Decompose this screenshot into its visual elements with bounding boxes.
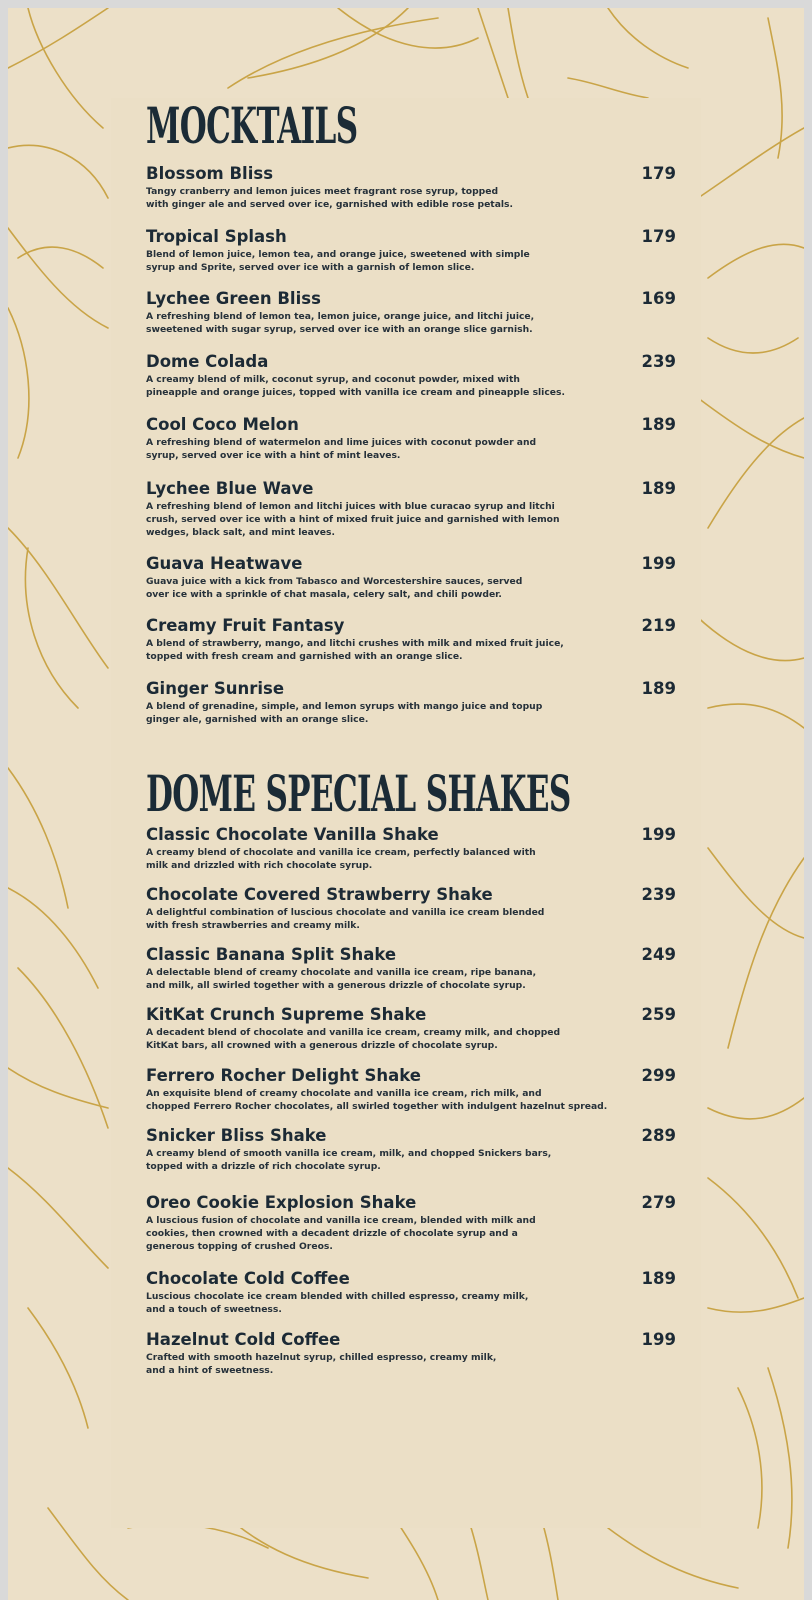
item-name: Ferrero Rocher Delight Shake <box>146 1066 421 1085</box>
item-description <box>146 436 546 462</box>
item-price: 279 <box>641 1193 676 1212</box>
item-description-line: A creamy blend of chocolate and vanilla ice cream, perfectly balanced with <box>146 847 536 858</box>
item-description <box>146 373 565 399</box>
item-price: 259 <box>641 1005 676 1024</box>
item-price: 189 <box>641 415 676 434</box>
item-description-line: Crafted with smooth hazelnut syrup, chilled espresso, creamy milk, <box>146 1352 497 1363</box>
item-description-line: A creamy blend of smooth vanilla ice cream, milk, and chopped Snickers bars, <box>146 1148 552 1159</box>
item-description <box>146 637 564 663</box>
item-description <box>146 1214 546 1253</box>
item-description-line: wedges, black salt, and mint leaves. <box>146 527 335 538</box>
item-price: 169 <box>641 289 676 308</box>
item-name: Guava Heatwave <box>146 554 303 573</box>
item-name: Creamy Fruit Fantasy <box>146 616 345 635</box>
item-name: Oreo Cookie Explosion Shake <box>146 1193 417 1212</box>
menu-item <box>146 479 676 539</box>
item-price: 199 <box>641 554 676 573</box>
item-description <box>146 185 546 211</box>
menu-item <box>146 289 676 336</box>
item-price: 189 <box>641 479 676 498</box>
item-name: Tropical Splash <box>146 227 287 246</box>
item-description-line: A creamy blend of milk, coconut syrup, and coconut powder, mixed with <box>146 374 520 385</box>
item-description-line: syrup and Sprite, served over ice with a garnish of lemon slice. <box>146 262 475 273</box>
item-name: KitKat Crunch Supreme Shake <box>146 1005 427 1024</box>
menu-item <box>146 616 676 663</box>
item-description-line: with ginger ale and served over ice, garnished with edible rose petals. <box>146 199 514 210</box>
item-description-line: with fresh strawberries and creamy milk. <box>146 920 360 931</box>
item-name: Dome Colada <box>146 352 269 371</box>
item-name: Chocolate Cold Coffee <box>146 1269 350 1288</box>
item-price: 179 <box>641 227 676 246</box>
item-description-line: sweetened with sugar syrup, served over ice with an orange slice garnish. <box>146 324 533 335</box>
menu-item <box>146 825 676 872</box>
menu-item <box>146 164 676 211</box>
item-price: 239 <box>641 352 676 371</box>
item-name: Cool Coco Melon <box>146 415 299 434</box>
item-description-line: A blend of strawberry, mango, and litchi crushes with milk and mixed fruit juice, <box>146 638 564 649</box>
item-description-line: Luscious chocolate ice cream blended with chilled espresso, creamy milk, <box>146 1291 529 1302</box>
item-description-line: generous topping of crushed Oreos. <box>146 1241 333 1252</box>
item-description-line: crush, served over ice with a hint of mixed fruit juice and garnished with lemon <box>146 514 560 525</box>
item-price: 249 <box>641 945 676 964</box>
item-name: Blossom Bliss <box>146 164 274 183</box>
item-price: 299 <box>641 1066 676 1085</box>
item-description <box>146 248 546 274</box>
item-description-line: Guava juice with a kick from Tabasco and Worcestershire sauces, served <box>146 576 523 587</box>
item-name: Lychee Green Bliss <box>146 289 321 308</box>
item-price: 199 <box>641 1330 676 1349</box>
menu-item <box>146 885 676 932</box>
item-description <box>146 575 546 601</box>
menu-item <box>146 1269 676 1316</box>
item-description-line: Tangy cranberry and lemon juices meet fragrant rose syrup, topped <box>146 186 499 197</box>
item-description <box>146 310 546 336</box>
item-description-line: over ice with a sprinkle of chat masala, celery salt, and chili powder. <box>146 589 502 600</box>
item-price: 239 <box>641 885 676 904</box>
item-description <box>146 1026 561 1052</box>
item-name: Classic Banana Split Shake <box>146 945 397 964</box>
menu-item <box>146 1066 676 1113</box>
item-description-line: A decadent blend of chocolate and vanilla ice cream, creamy milk, and chopped <box>146 1027 561 1038</box>
item-price: 199 <box>641 825 676 844</box>
menu-item <box>146 1193 676 1253</box>
menu-item <box>146 227 676 274</box>
item-name: Lychee Blue Wave <box>146 479 314 498</box>
item-description-line: A refreshing blend of lemon and litchi juices with blue curacao syrup and litchi <box>146 501 555 512</box>
item-description <box>146 1087 608 1113</box>
menu-item <box>146 679 676 726</box>
item-description-line: and a touch of sweetness. <box>146 1304 282 1315</box>
menu-item <box>146 1005 676 1052</box>
item-description-line: A refreshing blend of watermelon and lime juices with coconut powder and <box>146 437 537 448</box>
menu-item <box>146 945 676 992</box>
item-description <box>146 500 560 539</box>
item-description <box>146 1290 546 1316</box>
item-price: 179 <box>641 164 676 183</box>
item-description-line: A blend of grenadine, simple, and lemon syrups with mango juice and topup <box>146 701 543 712</box>
item-name: Chocolate Covered Strawberry Shake <box>146 885 493 904</box>
item-description-line: A refreshing blend of lemon tea, lemon juice, orange juice, and litchi juice, <box>146 311 535 322</box>
item-name: Snicker Bliss Shake <box>146 1126 327 1145</box>
item-description-line: An exquisite blend of creamy chocolate and vanilla ice cream, rich milk, and <box>146 1088 542 1099</box>
menu-item <box>146 1126 676 1173</box>
item-price: 189 <box>641 679 676 698</box>
menu-item <box>146 352 676 399</box>
item-description-line: and a hint of sweetness. <box>146 1365 274 1376</box>
item-price: 219 <box>641 616 676 635</box>
item-price: 189 <box>641 1269 676 1288</box>
item-description-line: pineapple and orange juices, topped with vanilla ice cream and pineapple slices. <box>146 387 565 398</box>
item-name: Ginger Sunrise <box>146 679 285 698</box>
item-name: Hazelnut Cold Coffee <box>146 1330 341 1349</box>
item-description-line: topped with a drizzle of rich chocolate syrup. <box>146 1161 381 1172</box>
item-name: Classic Chocolate Vanilla Shake <box>146 825 439 844</box>
item-description <box>146 1147 552 1173</box>
item-description <box>146 700 546 726</box>
menu-item <box>146 415 676 462</box>
item-description <box>146 1351 546 1377</box>
item-description-line: and milk, all swirled together with a generous drizzle of chocolate syrup. <box>146 980 526 991</box>
item-description-line: milk and drizzled with rich chocolate syrup. <box>146 860 373 871</box>
item-description-line: Blend of lemon juice, lemon tea, and orange juice, sweetened with simple <box>146 249 530 260</box>
menu-item <box>146 1330 676 1377</box>
item-description-line: KitKat bars, all crowned with a generous drizzle of chocolate syrup. <box>146 1040 498 1051</box>
item-price: 289 <box>641 1126 676 1145</box>
item-description-line: syrup, served over ice with a hint of mint leaves. <box>146 450 401 461</box>
menu-page <box>8 8 804 1600</box>
menu-content <box>146 8 676 1600</box>
section-title-shakes: DOME SPECIAL SHAKES <box>146 764 571 823</box>
section-title-mocktails: MOCKTAILS <box>146 96 358 155</box>
item-description-line: cookies, then crowned with a decadent drizzle of chocolate syrup and a <box>146 1228 518 1239</box>
item-description-line: A delightful combination of luscious chocolate and vanilla ice cream blended <box>146 907 545 918</box>
item-description-line: ginger ale, garnished with an orange slice. <box>146 714 369 725</box>
item-description-line: A luscious fusion of chocolate and vanilla ice cream, blended with milk and <box>146 1215 536 1226</box>
item-description <box>146 966 546 992</box>
menu-item <box>146 554 676 601</box>
item-description-line: chopped Ferrero Rocher chocolates, all swirled together with indulgent hazelnut spread. <box>146 1101 608 1112</box>
item-description-line: topped with fresh cream and garnished with an orange slice. <box>146 651 463 662</box>
item-description <box>146 846 546 872</box>
item-description <box>146 906 546 932</box>
item-description-line: A delectable blend of creamy chocolate and vanilla ice cream, ripe banana, <box>146 967 537 978</box>
